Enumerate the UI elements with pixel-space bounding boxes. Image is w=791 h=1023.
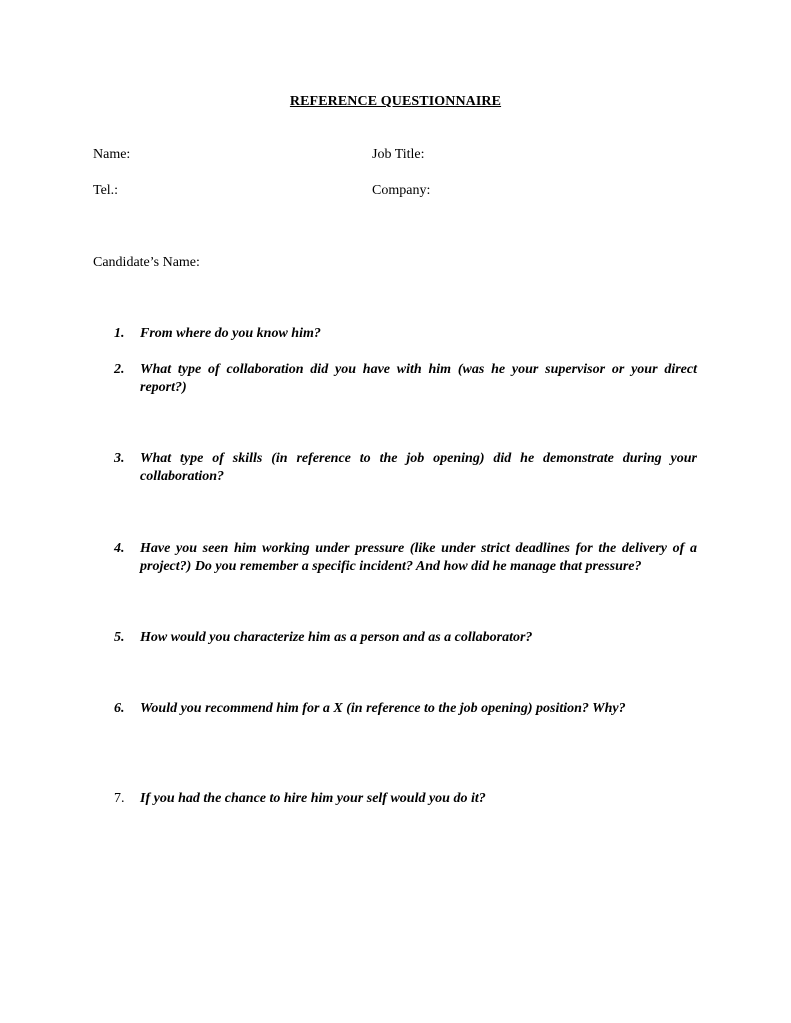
question-text: Would you recommend him for a X (in reference to the job opening) position? Why?: [140, 701, 626, 716]
question-number: 7.: [114, 791, 125, 806]
job-title-field-label: Job Title:: [372, 147, 425, 162]
question-text: From where do you know him?: [140, 326, 321, 341]
document-title: REFERENCE QUESTIONNAIRE: [289, 94, 502, 109]
name-field-label: Name:: [93, 147, 131, 162]
question-number: 4.: [114, 541, 125, 556]
question-text: If you had the chance to hire him your self would you do it?: [140, 791, 486, 806]
question-text: How would you characterize him as a person and as a collaborator?: [140, 630, 533, 645]
question-4: [114, 540, 697, 576]
company-field-label: Company:: [372, 183, 431, 198]
question-number: 6.: [114, 701, 125, 716]
question-7: [114, 790, 697, 808]
question-5: [114, 629, 697, 647]
tel-field-label: Tel.:: [93, 183, 119, 198]
question-number: 1.: [114, 326, 125, 341]
question-6: [114, 700, 697, 718]
question-text: Have you seen him working under pressure (like under strict deadlines for the delivery of a project?) Do you remember a specific incident? And how did he manage that pressure?: [140, 541, 697, 574]
candidate-name-field-label: Candidate’s Name:: [93, 255, 200, 270]
question-number: 3.: [114, 451, 125, 466]
question-1: [114, 325, 697, 343]
question-text: What type of skills (in reference to the job opening) did he demonstrate during your collaboration?: [140, 451, 697, 484]
question-text: What type of collaboration did you have with him (was he your supervisor or your direct report?): [140, 362, 697, 395]
question-number: 2.: [114, 362, 125, 377]
question-2: [114, 361, 697, 397]
question-3: [114, 450, 697, 486]
question-number: 5.: [114, 630, 125, 645]
